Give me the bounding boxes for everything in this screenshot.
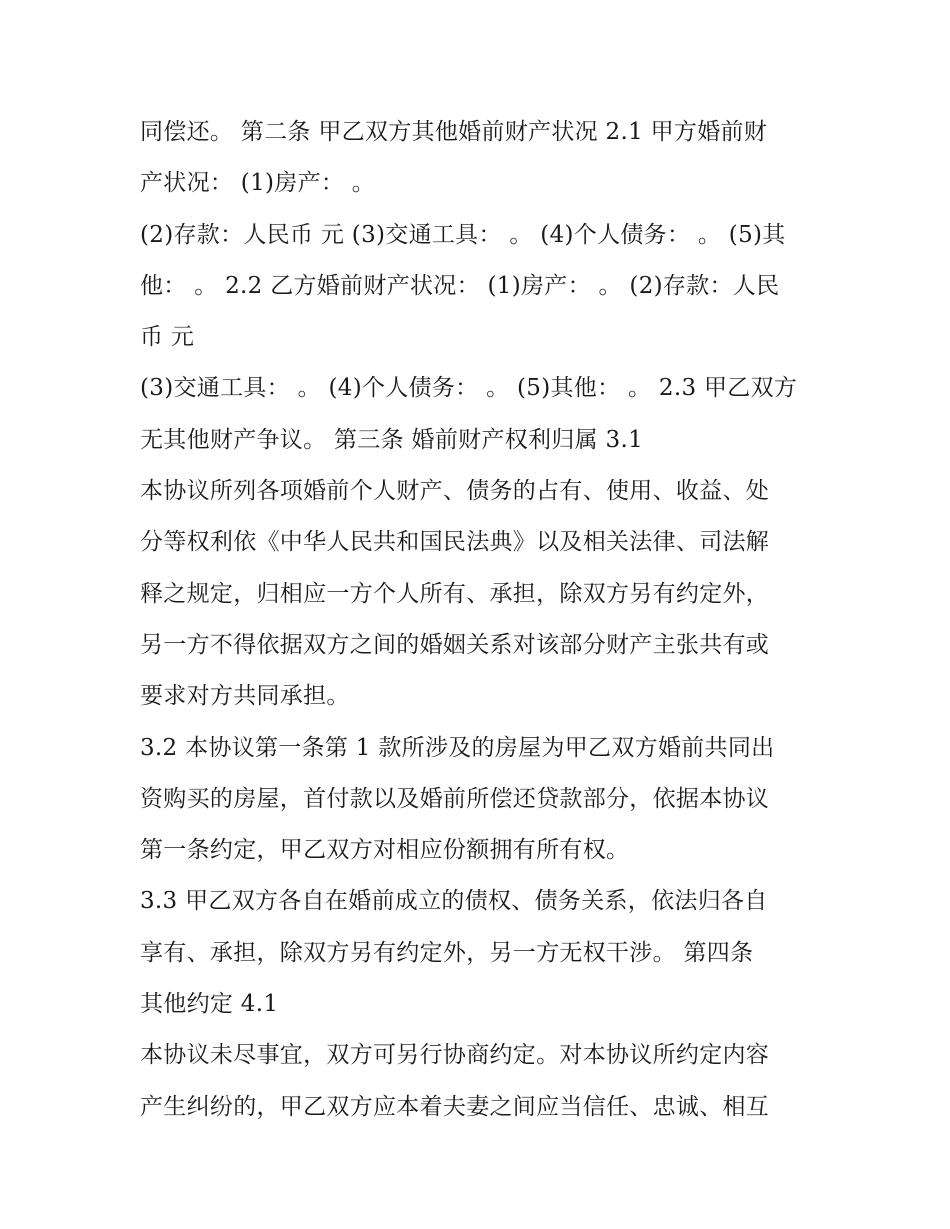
text-line: 本协议未尽事宜，双方可另行协商约定。对本协议所约定内容	[140, 1042, 770, 1069]
text-line: 产生纠纷的，甲乙双方应本着夫妻之间应当信任、忠诚、相互	[140, 1093, 770, 1120]
text-line: 分等权利依《中华人民共和国民法典》以及相关法律、司法解	[140, 529, 770, 556]
text-line: 币 元	[140, 324, 195, 351]
text-line: 产状况： (1)房产： 。	[140, 170, 376, 197]
text-line: 他： 。 2.2 乙方婚前财产状况： (1)房产： 。 (2)存款：人民	[140, 272, 780, 299]
text-line: 其他约定 4.1	[140, 991, 279, 1018]
text-line: 无其他财产争议。 第三条 婚前财产权利归属 3.1	[140, 426, 644, 453]
text-line: 享有、承担，除双方另有约定外，另一方无权干涉。 第四条	[140, 939, 754, 966]
text-line: (2)存款：人民币 元 (3)交通工具： 。 (4)个人债务： 。 (5)其	[140, 221, 786, 248]
text-line: 3.2 本协议第一条第 1 款所涉及的房屋为甲乙双方婚前共同出	[140, 734, 775, 761]
text-line: 释之规定，归相应一方个人所有、承担，除双方另有约定外，	[140, 580, 770, 607]
text-line: 同偿还。 第二条 甲乙双方其他婚前财产状况 2.1 甲方婚前财	[140, 119, 768, 145]
text-line: 本协议所列各项婚前个人财产、债务的占有、使用、收益、处	[140, 478, 770, 505]
text-line: 资购买的房屋，首付款以及婚前所偿还贷款部分，依据本协议	[140, 785, 770, 812]
text-line: 第一条约定，甲乙双方对相应份额拥有所有权。	[140, 837, 630, 864]
text-line: 要求对方共同承担。	[140, 683, 350, 710]
text-line: (3)交通工具： 。 (4)个人债务： 。 (5)其他： 。 2.3 甲乙双方	[140, 375, 798, 402]
text-line: 3.3 甲乙双方各自在婚前成立的债权、债务关系，依法归各自	[140, 888, 768, 915]
document-body	[140, 107, 820, 1133]
text-line: 另一方不得依据双方之间的婚姻关系对该部分财产主张共有或	[140, 631, 770, 658]
